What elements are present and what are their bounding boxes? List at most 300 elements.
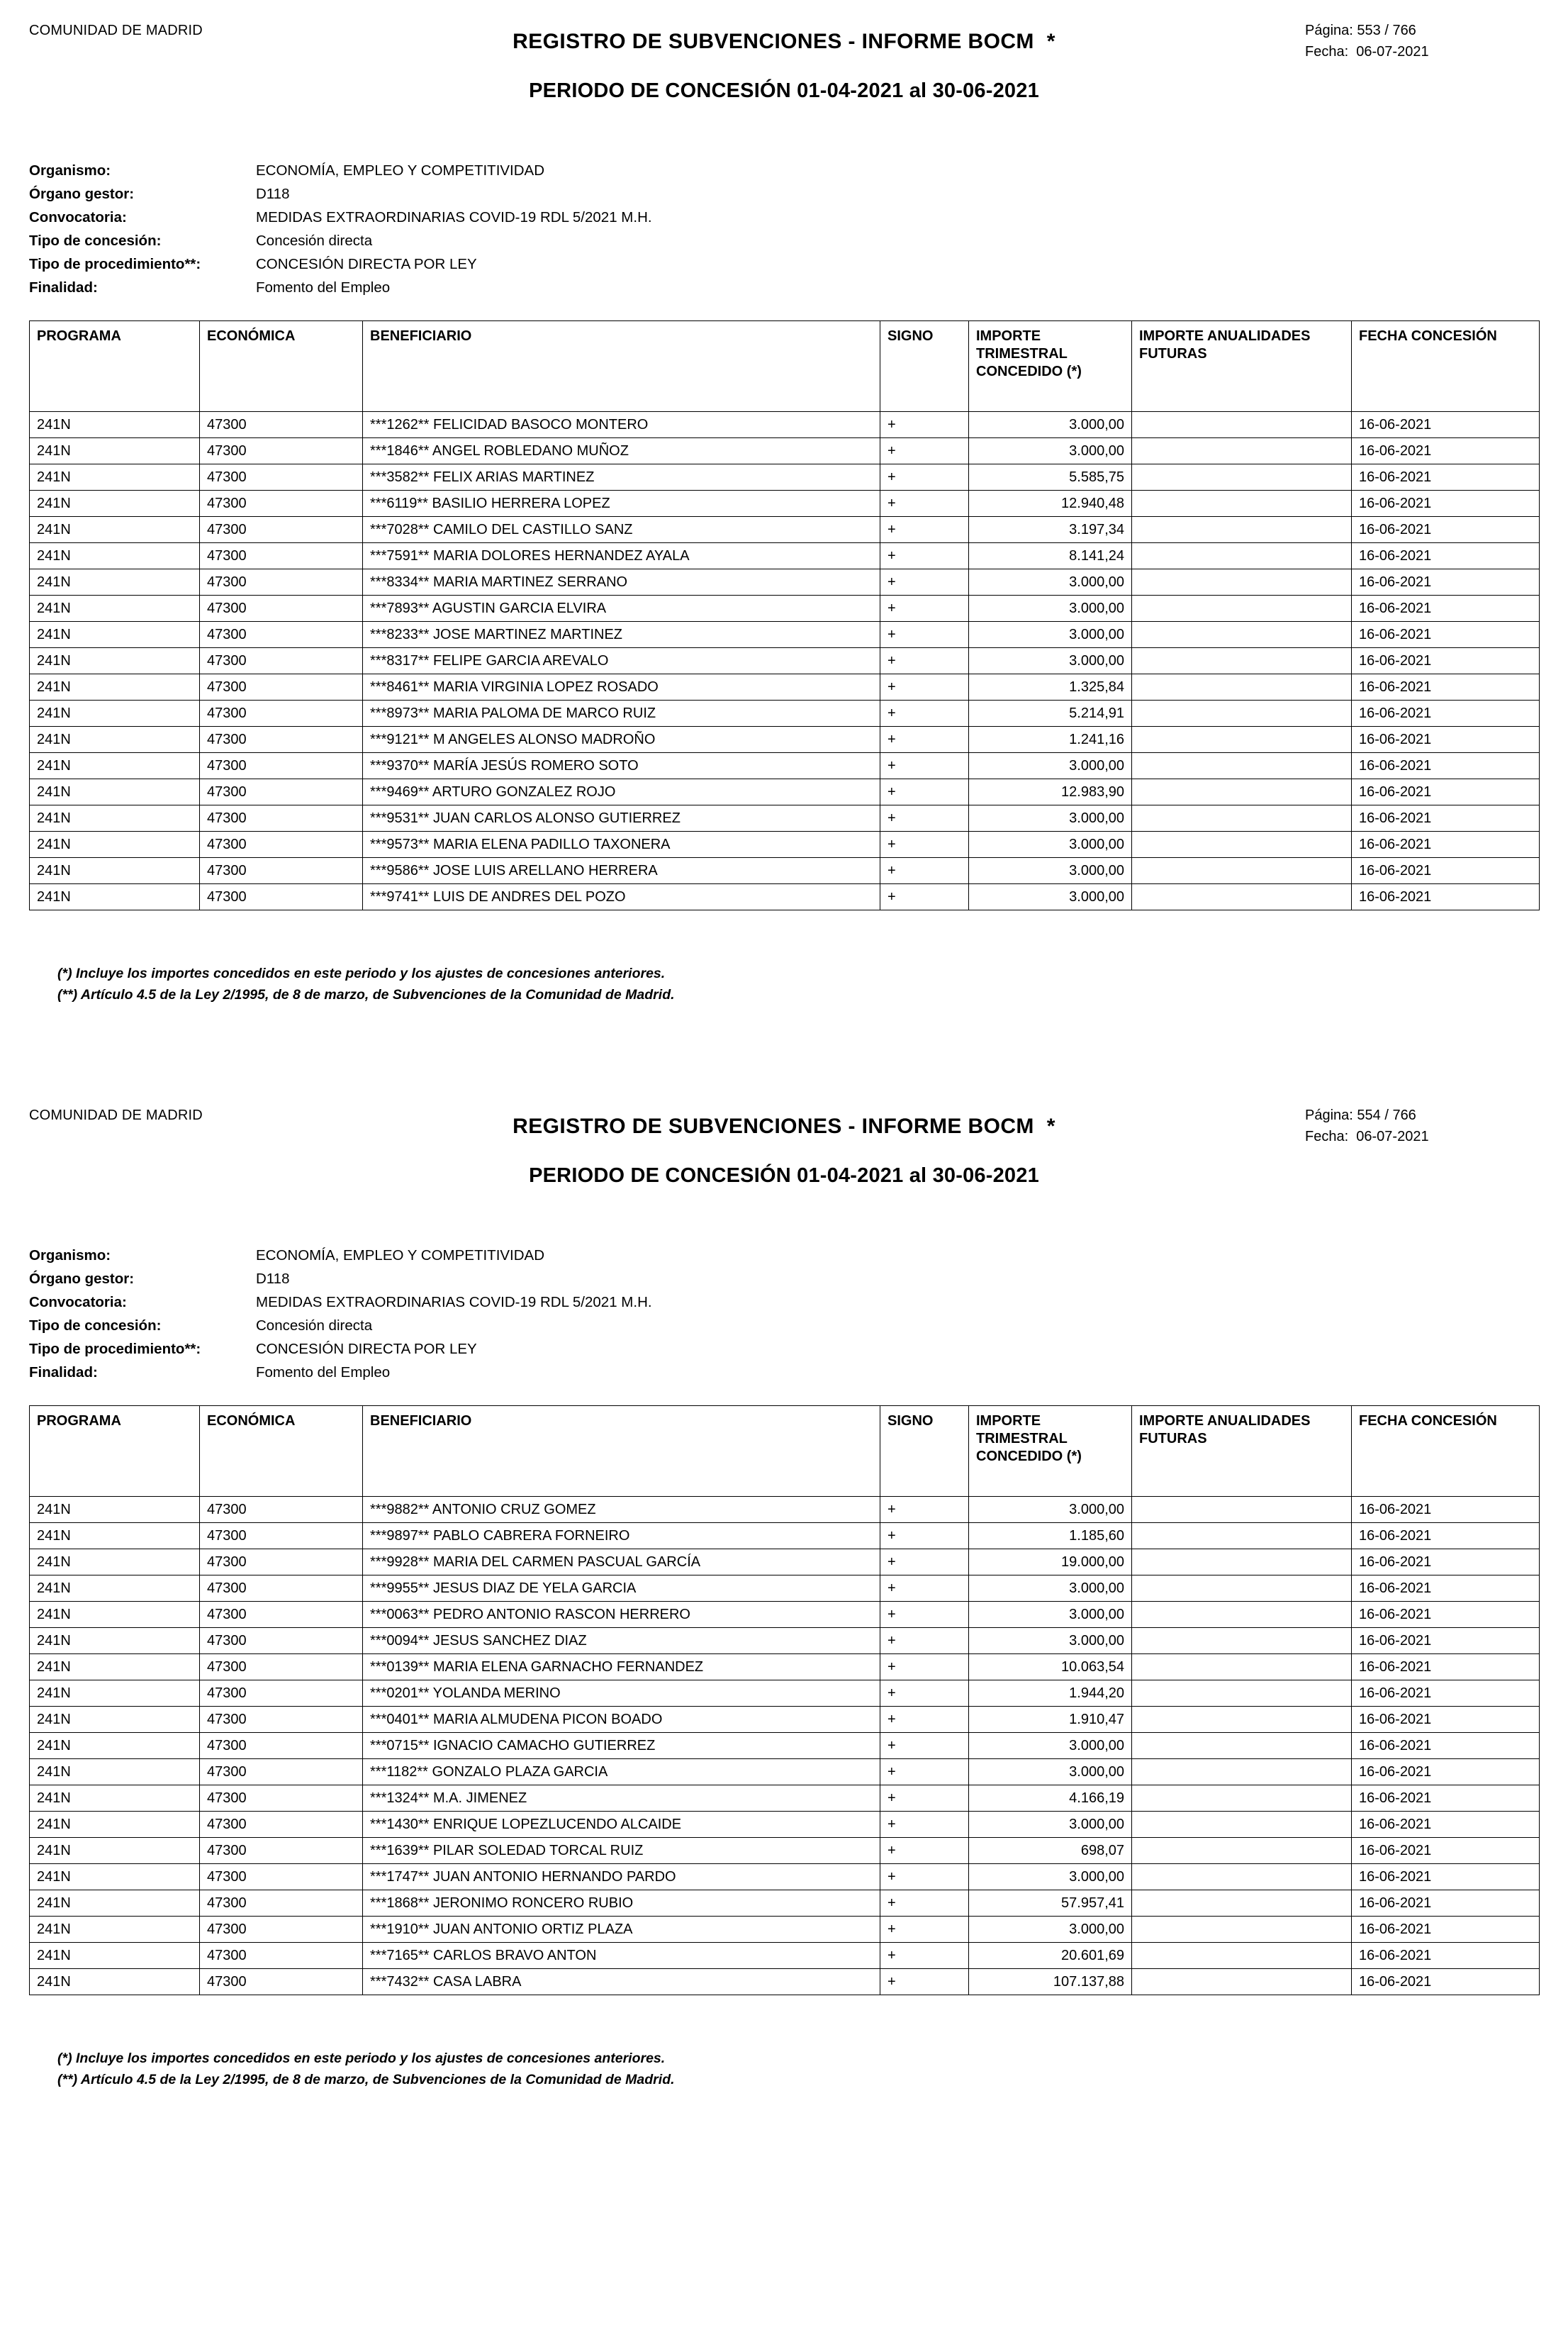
cell-fecha-concesion: 16-06-2021 xyxy=(1352,884,1540,910)
column-header-programa: PROGRAMA xyxy=(30,1406,200,1497)
table-row xyxy=(30,1785,1540,1812)
cell-beneficiario: ***9469** ARTURO GONZALEZ ROJO xyxy=(363,779,880,805)
column-header-programa: PROGRAMA xyxy=(30,321,200,412)
cell-programa: 241N xyxy=(30,1549,200,1575)
cell-importe-anualidades xyxy=(1132,1969,1352,1995)
cell-beneficiario: ***9928** MARIA DEL CARMEN PASCUAL GARCÍA xyxy=(363,1549,880,1575)
cell-importe-trimestral: 3.000,00 xyxy=(969,412,1132,438)
cell-signo: + xyxy=(880,1497,969,1523)
table-row xyxy=(30,622,1540,648)
metadata-label: Finalidad: xyxy=(29,1364,98,1381)
cell-economica: 47300 xyxy=(200,648,363,674)
cell-fecha-concesion: 16-06-2021 xyxy=(1352,674,1540,701)
cell-economica: 47300 xyxy=(200,884,363,910)
metadata-label: Tipo de concesión: xyxy=(29,233,162,249)
cell-programa: 241N xyxy=(30,1838,200,1864)
cell-importe-trimestral: 3.000,00 xyxy=(969,753,1132,779)
cell-importe-anualidades xyxy=(1132,1602,1352,1628)
metadata-row xyxy=(29,1290,1539,1314)
footnote-line: (*) Incluye los importes concedidos en este periodo y los ajustes de concesiones anteriores. xyxy=(57,2051,666,2066)
cell-fecha-concesion: 16-06-2021 xyxy=(1352,753,1540,779)
cell-programa: 241N xyxy=(30,1812,200,1838)
table-row xyxy=(30,858,1540,884)
cell-signo: + xyxy=(880,701,969,727)
cell-economica: 47300 xyxy=(200,1785,363,1812)
cell-fecha-concesion: 16-06-2021 xyxy=(1352,1943,1540,1969)
report-page xyxy=(0,1085,1568,2090)
cell-importe-trimestral: 3.000,00 xyxy=(969,1917,1132,1943)
cell-fecha-concesion: 16-06-2021 xyxy=(1352,1864,1540,1890)
cell-programa: 241N xyxy=(30,1707,200,1733)
cell-programa: 241N xyxy=(30,1917,200,1943)
cell-economica: 47300 xyxy=(200,438,363,464)
cell-economica: 47300 xyxy=(200,674,363,701)
cell-importe-anualidades xyxy=(1132,727,1352,753)
cell-programa: 241N xyxy=(30,674,200,701)
cell-importe-anualidades xyxy=(1132,1838,1352,1864)
cell-beneficiario: ***3582** FELIX ARIAS MARTINEZ xyxy=(363,464,880,491)
report-date-label: Fecha: xyxy=(1305,44,1349,60)
cell-beneficiario: ***0715** IGNACIO CAMACHO GUTIERREZ xyxy=(363,1733,880,1759)
cell-beneficiario: ***1182** GONZALO PLAZA GARCIA xyxy=(363,1759,880,1785)
cell-programa: 241N xyxy=(30,1785,200,1812)
cell-importe-anualidades xyxy=(1132,858,1352,884)
cell-fecha-concesion: 16-06-2021 xyxy=(1352,1812,1540,1838)
cell-fecha-concesion: 16-06-2021 xyxy=(1352,832,1540,858)
table-row xyxy=(30,674,1540,701)
cell-signo: + xyxy=(880,1549,969,1575)
metadata-value: Fomento del Empleo xyxy=(256,279,391,296)
table-row xyxy=(30,727,1540,753)
cell-economica: 47300 xyxy=(200,1575,363,1602)
cell-programa: 241N xyxy=(30,1628,200,1654)
cell-signo: + xyxy=(880,1812,969,1838)
cell-fecha-concesion: 16-06-2021 xyxy=(1352,1602,1540,1628)
cell-beneficiario: ***0063** PEDRO ANTONIO RASCON HERRERO xyxy=(363,1602,880,1628)
metadata-label: Convocatoria: xyxy=(29,209,127,225)
cell-importe-anualidades xyxy=(1132,1575,1352,1602)
column-header-importe-trimestral: IMPORTE TRIMESTRAL CONCEDIDO (*) xyxy=(969,321,1132,412)
metadata-row xyxy=(29,1244,1539,1267)
cell-importe-anualidades xyxy=(1132,674,1352,701)
cell-economica: 47300 xyxy=(200,753,363,779)
table-row xyxy=(30,884,1540,910)
table-row xyxy=(30,1602,1540,1628)
cell-importe-trimestral: 20.601,69 xyxy=(969,1943,1132,1969)
cell-economica: 47300 xyxy=(200,727,363,753)
report-title-text: REGISTRO DE SUBVENCIONES - INFORME BOCM xyxy=(513,30,1034,53)
cell-economica: 47300 xyxy=(200,1838,363,1864)
metadata-block xyxy=(29,1244,1539,1384)
cell-importe-anualidades xyxy=(1132,805,1352,832)
cell-programa: 241N xyxy=(30,1733,200,1759)
table-row xyxy=(30,1628,1540,1654)
cell-programa: 241N xyxy=(30,517,200,543)
cell-programa: 241N xyxy=(30,779,200,805)
cell-fecha-concesion: 16-06-2021 xyxy=(1352,1707,1540,1733)
cell-fecha-concesion: 16-06-2021 xyxy=(1352,491,1540,517)
metadata-row xyxy=(29,229,1539,252)
table-row xyxy=(30,491,1540,517)
cell-signo: + xyxy=(880,464,969,491)
cell-fecha-concesion: 16-06-2021 xyxy=(1352,596,1540,622)
cell-importe-trimestral: 4.166,19 xyxy=(969,1785,1132,1812)
cell-economica: 47300 xyxy=(200,569,363,596)
metadata-label: Finalidad: xyxy=(29,279,98,296)
cell-importe-anualidades xyxy=(1132,1785,1352,1812)
metadata-value: Fomento del Empleo xyxy=(256,1364,391,1381)
cell-economica: 47300 xyxy=(200,1654,363,1680)
cell-signo: + xyxy=(880,543,969,569)
cell-beneficiario: ***7165** CARLOS BRAVO ANTON xyxy=(363,1943,880,1969)
cell-importe-trimestral: 3.000,00 xyxy=(969,622,1132,648)
table-row xyxy=(30,1575,1540,1602)
cell-economica: 47300 xyxy=(200,1680,363,1707)
page-number-value: 554 / 766 xyxy=(1353,1108,1416,1123)
cell-importe-anualidades xyxy=(1132,412,1352,438)
table-row xyxy=(30,701,1540,727)
metadata-value: Concesión directa xyxy=(256,233,373,249)
cell-importe-trimestral: 3.000,00 xyxy=(969,1733,1132,1759)
column-header-importe-anualidades: IMPORTE ANUALIDADES FUTURAS xyxy=(1132,1406,1352,1497)
cell-beneficiario: ***1747** JUAN ANTONIO HERNANDO PARDO xyxy=(363,1864,880,1890)
table-row xyxy=(30,412,1540,438)
cell-programa: 241N xyxy=(30,438,200,464)
table-row xyxy=(30,1943,1540,1969)
table-row xyxy=(30,1523,1540,1549)
column-header-fecha-concesion: FECHA CONCESIÓN xyxy=(1352,1406,1540,1497)
footnotes xyxy=(29,2048,1539,2090)
cell-signo: + xyxy=(880,1602,969,1628)
cell-beneficiario: ***9897** PABLO CABRERA FORNEIRO xyxy=(363,1523,880,1549)
footnote-line: (*) Incluye los importes concedidos en este periodo y los ajustes de concesiones anteriores. xyxy=(57,966,666,981)
page-header xyxy=(29,1105,1539,1190)
cell-economica: 47300 xyxy=(200,1969,363,1995)
table-row xyxy=(30,569,1540,596)
metadata-row xyxy=(29,182,1539,206)
report-subtitle: PERIODO DE CONCESIÓN 01-04-2021 al 30-06-2021 xyxy=(529,1164,1039,1187)
cell-signo: + xyxy=(880,438,969,464)
cell-importe-trimestral: 3.000,00 xyxy=(969,805,1132,832)
cell-importe-anualidades xyxy=(1132,517,1352,543)
cell-importe-anualidades xyxy=(1132,622,1352,648)
cell-importe-anualidades xyxy=(1132,1654,1352,1680)
cell-importe-trimestral: 57.957,41 xyxy=(969,1890,1132,1917)
cell-beneficiario: ***8233** JOSE MARTINEZ MARTINEZ xyxy=(363,622,880,648)
cell-programa: 241N xyxy=(30,648,200,674)
cell-signo: + xyxy=(880,1759,969,1785)
cell-beneficiario: ***8334** MARIA MARTINEZ SERRANO xyxy=(363,569,880,596)
cell-beneficiario: ***7432** CASA LABRA xyxy=(363,1969,880,1995)
cell-importe-anualidades xyxy=(1132,1549,1352,1575)
cell-importe-anualidades xyxy=(1132,832,1352,858)
metadata-row xyxy=(29,252,1539,276)
cell-programa: 241N xyxy=(30,1864,200,1890)
metadata-row xyxy=(29,206,1539,229)
cell-programa: 241N xyxy=(30,1523,200,1549)
cell-economica: 47300 xyxy=(200,1707,363,1733)
page-number-label: Página: xyxy=(1305,1108,1353,1123)
cell-programa: 241N xyxy=(30,858,200,884)
table-row xyxy=(30,1497,1540,1523)
cell-economica: 47300 xyxy=(200,1549,363,1575)
metadata-row xyxy=(29,1267,1539,1290)
table-row xyxy=(30,464,1540,491)
cell-economica: 47300 xyxy=(200,1759,363,1785)
cell-economica: 47300 xyxy=(200,1733,363,1759)
cell-beneficiario: ***0201** YOLANDA MERINO xyxy=(363,1680,880,1707)
page-number-line xyxy=(1305,20,1539,41)
cell-importe-anualidades xyxy=(1132,543,1352,569)
cell-beneficiario: ***9121** M ANGELES ALONSO MADROÑO xyxy=(363,727,880,753)
cell-importe-trimestral: 3.000,00 xyxy=(969,1628,1132,1654)
cell-importe-trimestral: 1.910,47 xyxy=(969,1707,1132,1733)
cell-beneficiario: ***9882** ANTONIO CRUZ GOMEZ xyxy=(363,1497,880,1523)
metadata-value: ECONOMÍA, EMPLEO Y COMPETITIVIDAD xyxy=(256,1247,545,1264)
cell-programa: 241N xyxy=(30,805,200,832)
cell-signo: + xyxy=(880,1917,969,1943)
cell-importe-trimestral: 1.325,84 xyxy=(969,674,1132,701)
cell-fecha-concesion: 16-06-2021 xyxy=(1352,1628,1540,1654)
cell-importe-trimestral: 1.185,60 xyxy=(969,1523,1132,1549)
cell-signo: + xyxy=(880,1733,969,1759)
cell-signo: + xyxy=(880,1654,969,1680)
cell-importe-anualidades xyxy=(1132,1917,1352,1943)
cell-fecha-concesion: 16-06-2021 xyxy=(1352,858,1540,884)
table-header-row xyxy=(30,1406,1540,1497)
cell-importe-anualidades xyxy=(1132,1943,1352,1969)
metadata-value: CONCESIÓN DIRECTA POR LEY xyxy=(256,1341,477,1357)
cell-fecha-concesion: 16-06-2021 xyxy=(1352,464,1540,491)
table-row xyxy=(30,779,1540,805)
cell-signo: + xyxy=(880,1838,969,1864)
metadata-label: Tipo de concesión: xyxy=(29,1317,162,1334)
cell-economica: 47300 xyxy=(200,543,363,569)
cell-importe-trimestral: 3.000,00 xyxy=(969,1602,1132,1628)
metadata-block xyxy=(29,159,1539,299)
cell-beneficiario: ***1324** M.A. JIMENEZ xyxy=(363,1785,880,1812)
cell-programa: 241N xyxy=(30,1759,200,1785)
column-header-signo: SIGNO xyxy=(880,1406,969,1497)
cell-fecha-concesion: 16-06-2021 xyxy=(1352,1759,1540,1785)
cell-economica: 47300 xyxy=(200,1943,363,1969)
table-row xyxy=(30,1549,1540,1575)
cell-signo: + xyxy=(880,1969,969,1995)
cell-beneficiario: ***7591** MARIA DOLORES HERNANDEZ AYALA xyxy=(363,543,880,569)
subsidies-table xyxy=(29,1405,1540,1995)
cell-economica: 47300 xyxy=(200,779,363,805)
metadata-label: Tipo de procedimiento**: xyxy=(29,1341,201,1357)
cell-signo: + xyxy=(880,596,969,622)
cell-importe-anualidades xyxy=(1132,1759,1352,1785)
table-header-row xyxy=(30,321,1540,412)
table-row xyxy=(30,1680,1540,1707)
cell-importe-trimestral: 12.983,90 xyxy=(969,779,1132,805)
table-row xyxy=(30,1812,1540,1838)
cell-programa: 241N xyxy=(30,543,200,569)
cell-economica: 47300 xyxy=(200,1917,363,1943)
cell-importe-trimestral: 5.214,91 xyxy=(969,701,1132,727)
table-row xyxy=(30,832,1540,858)
cell-fecha-concesion: 16-06-2021 xyxy=(1352,1523,1540,1549)
cell-importe-anualidades xyxy=(1132,648,1352,674)
metadata-value: MEDIDAS EXTRAORDINARIAS COVID-19 RDL 5/2021 M.H. xyxy=(256,209,652,225)
cell-economica: 47300 xyxy=(200,464,363,491)
cell-signo: + xyxy=(880,674,969,701)
metadata-value: MEDIDAS EXTRAORDINARIAS COVID-19 RDL 5/2021 M.H. xyxy=(256,1294,652,1310)
cell-importe-anualidades xyxy=(1132,438,1352,464)
cell-programa: 241N xyxy=(30,727,200,753)
table-row xyxy=(30,517,1540,543)
table-row xyxy=(30,543,1540,569)
cell-importe-anualidades xyxy=(1132,491,1352,517)
cell-importe-trimestral: 1.241,16 xyxy=(969,727,1132,753)
cell-signo: + xyxy=(880,569,969,596)
metadata-label: Órgano gestor: xyxy=(29,186,135,202)
cell-importe-anualidades xyxy=(1132,1707,1352,1733)
cell-fecha-concesion: 16-06-2021 xyxy=(1352,1890,1540,1917)
footnote-line: (**) Artículo 4.5 de la Ley 2/1995, de 8 de marzo, de Subvenciones de la Comunidad de Madrid. xyxy=(57,2072,675,2087)
cell-fecha-concesion: 16-06-2021 xyxy=(1352,727,1540,753)
cell-economica: 47300 xyxy=(200,1890,363,1917)
cell-programa: 241N xyxy=(30,1602,200,1628)
page-number-value: 553 / 766 xyxy=(1353,23,1416,38)
cell-economica: 47300 xyxy=(200,412,363,438)
cell-fecha-concesion: 16-06-2021 xyxy=(1352,1838,1540,1864)
cell-fecha-concesion: 16-06-2021 xyxy=(1352,779,1540,805)
cell-importe-anualidades xyxy=(1132,753,1352,779)
metadata-row xyxy=(29,276,1539,299)
cell-economica: 47300 xyxy=(200,805,363,832)
cell-importe-trimestral: 3.000,00 xyxy=(969,596,1132,622)
column-header-beneficiario: BENEFICIARIO xyxy=(363,1406,880,1497)
cell-importe-anualidades xyxy=(1132,1680,1352,1707)
report-page xyxy=(0,0,1568,1005)
cell-signo: + xyxy=(880,753,969,779)
cell-economica: 47300 xyxy=(200,1628,363,1654)
cell-importe-anualidades xyxy=(1132,569,1352,596)
cell-economica: 47300 xyxy=(200,622,363,648)
page-content xyxy=(29,20,1539,1005)
table-row xyxy=(30,1654,1540,1680)
title-asterisk: * xyxy=(1046,1115,1055,1138)
cell-beneficiario: ***1846** ANGEL ROBLEDANO MUÑOZ xyxy=(363,438,880,464)
cell-signo: + xyxy=(880,858,969,884)
title-asterisk: * xyxy=(1046,30,1055,53)
table-row xyxy=(30,596,1540,622)
footnotes xyxy=(29,963,1539,1005)
cell-fecha-concesion: 16-06-2021 xyxy=(1352,1497,1540,1523)
cell-economica: 47300 xyxy=(200,1864,363,1890)
table-row xyxy=(30,1890,1540,1917)
cell-signo: + xyxy=(880,727,969,753)
cell-beneficiario: ***8461** MARIA VIRGINIA LOPEZ ROSADO xyxy=(363,674,880,701)
cell-importe-trimestral: 3.000,00 xyxy=(969,1759,1132,1785)
table-row xyxy=(30,1969,1540,1995)
metadata-label: Organismo: xyxy=(29,162,111,179)
cell-programa: 241N xyxy=(30,1497,200,1523)
column-header-importe-trimestral: IMPORTE TRIMESTRAL CONCEDIDO (*) xyxy=(969,1406,1132,1497)
table-row xyxy=(30,805,1540,832)
cell-fecha-concesion: 16-06-2021 xyxy=(1352,1969,1540,1995)
cell-beneficiario: ***1868** JERONIMO RONCERO RUBIO xyxy=(363,1890,880,1917)
metadata-value: D118 xyxy=(256,1271,290,1287)
page-meta xyxy=(1305,20,1539,62)
metadata-row xyxy=(29,1314,1539,1337)
cell-programa: 241N xyxy=(30,491,200,517)
page-number-label: Página: xyxy=(1305,23,1353,38)
cell-importe-trimestral: 3.000,00 xyxy=(969,1812,1132,1838)
report-date-value: 06-07-2021 xyxy=(1348,44,1429,60)
cell-signo: + xyxy=(880,1707,969,1733)
cell-beneficiario: ***1430** ENRIQUE LOPEZLUCENDO ALCAIDE xyxy=(363,1812,880,1838)
cell-beneficiario: ***0094** JESUS SANCHEZ DIAZ xyxy=(363,1628,880,1654)
cell-importe-trimestral: 3.000,00 xyxy=(969,569,1132,596)
cell-importe-anualidades xyxy=(1132,596,1352,622)
report-subtitle: PERIODO DE CONCESIÓN 01-04-2021 al 30-06-2021 xyxy=(529,79,1039,102)
cell-beneficiario: ***6119** BASILIO HERRERA LOPEZ xyxy=(363,491,880,517)
cell-signo: + xyxy=(880,648,969,674)
cell-importe-anualidades xyxy=(1132,1628,1352,1654)
cell-importe-trimestral: 107.137,88 xyxy=(969,1969,1132,1995)
cell-fecha-concesion: 16-06-2021 xyxy=(1352,1733,1540,1759)
cell-fecha-concesion: 16-06-2021 xyxy=(1352,1654,1540,1680)
cell-signo: + xyxy=(880,1890,969,1917)
cell-importe-anualidades xyxy=(1132,1812,1352,1838)
cell-importe-anualidades xyxy=(1132,1733,1352,1759)
cell-signo: + xyxy=(880,1523,969,1549)
cell-signo: + xyxy=(880,884,969,910)
cell-programa: 241N xyxy=(30,884,200,910)
column-header-beneficiario: BENEFICIARIO xyxy=(363,321,880,412)
report-date-value: 06-07-2021 xyxy=(1348,1129,1429,1144)
cell-importe-trimestral: 1.944,20 xyxy=(969,1680,1132,1707)
cell-fecha-concesion: 16-06-2021 xyxy=(1352,805,1540,832)
metadata-row xyxy=(29,1337,1539,1361)
cell-signo: + xyxy=(880,1785,969,1812)
cell-programa: 241N xyxy=(30,412,200,438)
cell-signo: + xyxy=(880,1943,969,1969)
table-row xyxy=(30,1707,1540,1733)
cell-fecha-concesion: 16-06-2021 xyxy=(1352,569,1540,596)
cell-importe-trimestral: 3.000,00 xyxy=(969,884,1132,910)
report-title-text: REGISTRO DE SUBVENCIONES - INFORME BOCM xyxy=(513,1115,1034,1138)
metadata-value: ECONOMÍA, EMPLEO Y COMPETITIVIDAD xyxy=(256,162,545,179)
cell-importe-trimestral: 10.063,54 xyxy=(969,1654,1132,1680)
cell-economica: 47300 xyxy=(200,596,363,622)
metadata-value: Concesión directa xyxy=(256,1317,373,1334)
cell-fecha-concesion: 16-06-2021 xyxy=(1352,412,1540,438)
cell-economica: 47300 xyxy=(200,832,363,858)
column-header-economica: ECONÓMICA xyxy=(200,1406,363,1497)
cell-signo: + xyxy=(880,805,969,832)
cell-beneficiario: ***9586** JOSE LUIS ARELLANO HERRERA xyxy=(363,858,880,884)
cell-beneficiario: ***1262** FELICIDAD BASOCO MONTERO xyxy=(363,412,880,438)
table-row xyxy=(30,1838,1540,1864)
cell-importe-anualidades xyxy=(1132,779,1352,805)
cell-beneficiario: ***9573** MARIA ELENA PADILLO TAXONERA xyxy=(363,832,880,858)
cell-signo: + xyxy=(880,779,969,805)
column-header-economica: ECONÓMICA xyxy=(200,321,363,412)
cell-economica: 47300 xyxy=(200,1497,363,1523)
cell-programa: 241N xyxy=(30,753,200,779)
page-header xyxy=(29,20,1539,105)
footnote-line: (**) Artículo 4.5 de la Ley 2/1995, de 8 de marzo, de Subvenciones de la Comunidad de Madrid. xyxy=(57,987,675,1003)
cell-programa: 241N xyxy=(30,832,200,858)
cell-importe-trimestral: 5.585,75 xyxy=(969,464,1132,491)
cell-importe-anualidades xyxy=(1132,1523,1352,1549)
cell-importe-anualidades xyxy=(1132,464,1352,491)
